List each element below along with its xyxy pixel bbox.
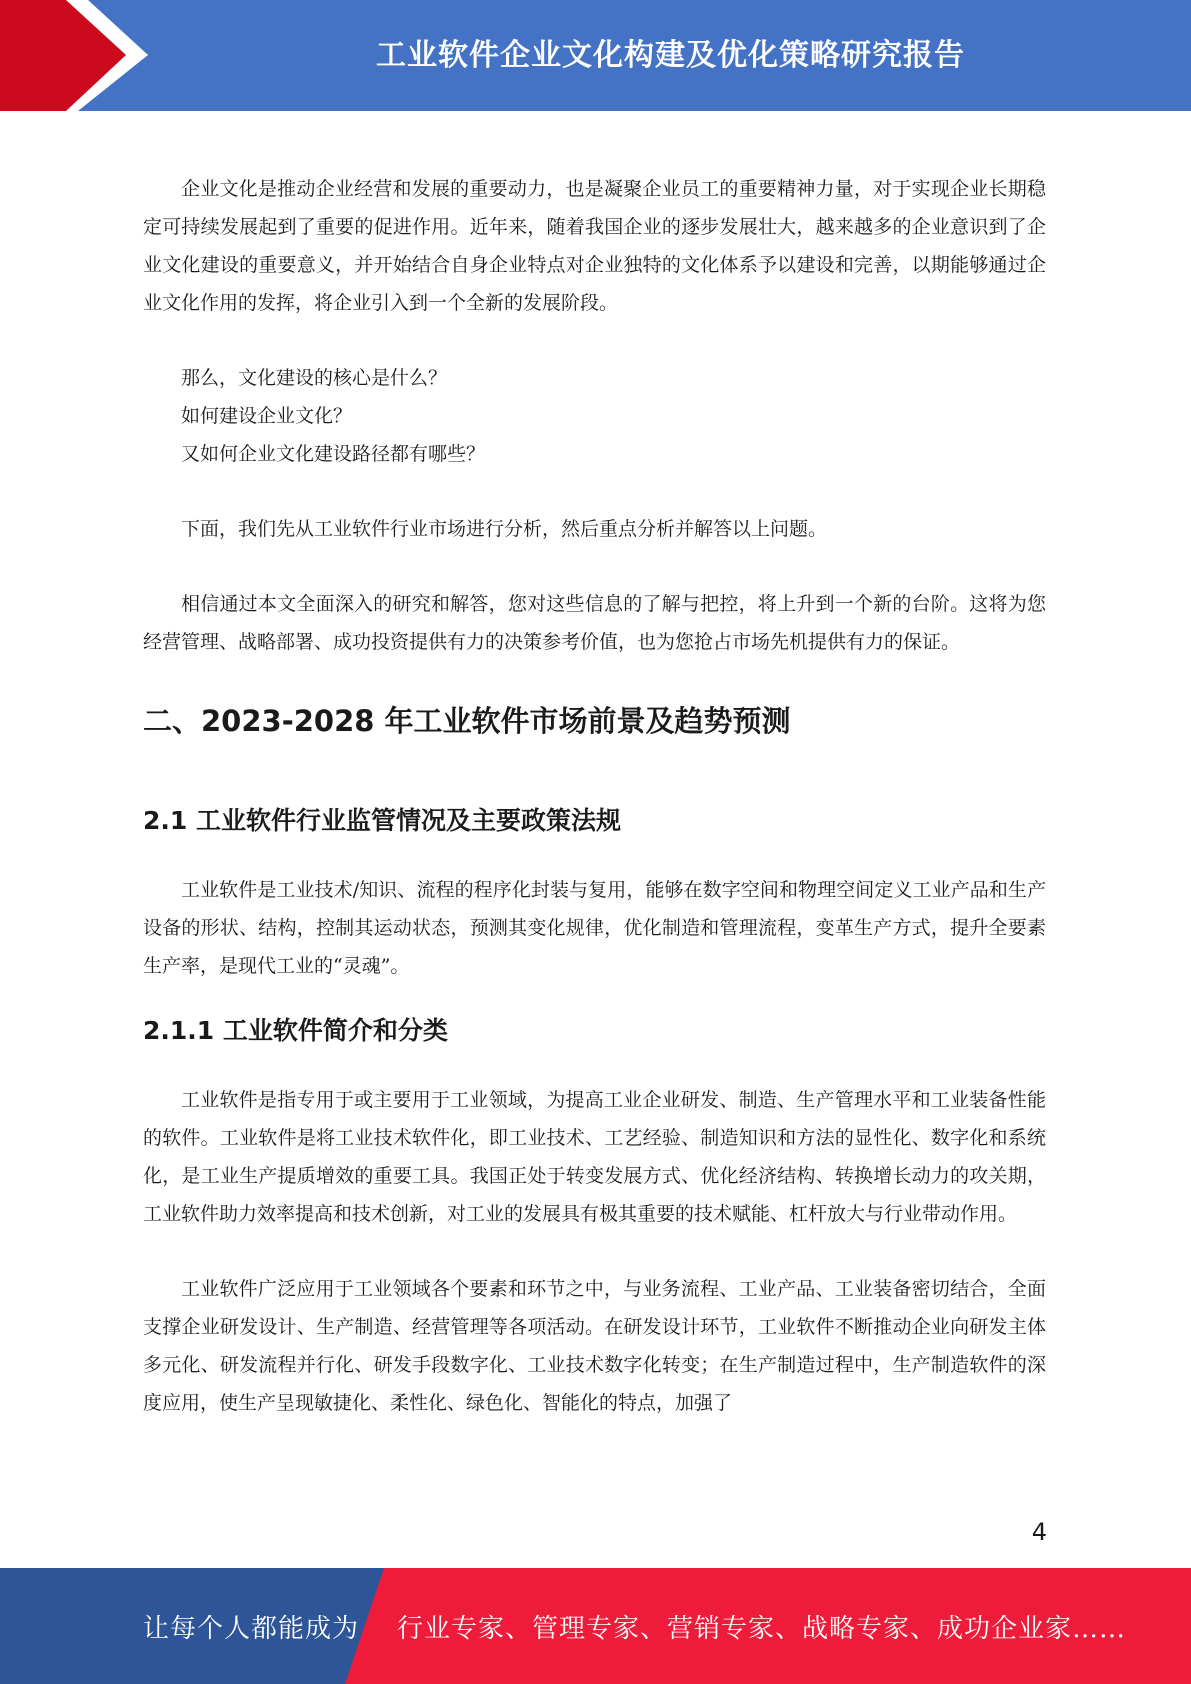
intro-paragraph: 企业文化是推动企业经营和发展的重要动力，也是凝聚企业员工的重要精神力量，对于实现企业长期稳定可持续发展起到了重要的促进作用。近年来，随着我国企业的逐步发展壮大，越来越多的企业意识到了企业文化建设的重要意义，并开始结合自身企业特点对企业独特的文化体系予以建设和完善，以期能够通过企业文化作用的发挥，将企业引入到一个全新的发展阶段。 [143,178,1046,314]
footer-slogan-right: 行业专家、管理专家、营销专家、战略专家、成功企业家…… [397,1613,1127,1644]
question-1: 那么，文化建设的核心是什么？ [181,367,448,389]
header-banner [0,0,1191,111]
page-content [143,170,1046,1422]
report-title: 工业软件企业文化构建及优化策略研究报告 [376,38,965,73]
paragraph-2-1: 工业软件是工业技术/知识、流程的程序化封装与复用，能够在数字空间和物理空间定义工业产品和生产设备的形状、结构，控制其运动状态，预测其变化规律，优化制造和管理流程，变革生产方式，提升全要素生产率，是现代工业的“灵魂”。 [143,879,1046,977]
next-paragraph: 下面，我们先从工业软件行业市场进行分析，然后重点分析并解答以上问题。 [181,518,828,540]
sub-heading-2-1: 2.1 工业软件行业监管情况及主要政策法规 [143,806,621,835]
paragraph-2-1-1-b: 工业软件广泛应用于工业领域各个要素和环节之中，与业务流程、工业产品、工业装备密切结合，全面支撑企业研发设计、生产制造、经营管理等各项活动。在研发设计环节，工业软件不断推动企业向研发主体多元化、研发流程并行化、研发手段数字化、工业技术数字化转变；在生产制造过程中，生产制造软件的深度应用，使生产呈现敏捷化、柔性化、绿色化、智能化的特点，加强了 [143,1278,1046,1414]
footer-banner [0,1568,1191,1684]
question-3: 又如何企业文化建设路径都有哪些？ [181,443,486,465]
footer-slogan-left: 让每个人都能成为 [143,1613,360,1644]
section-heading: 二、2023-2028 年工业软件市场前景及趋势预测 [143,704,791,738]
paragraph-2-1-1-a: 工业软件是指专用于或主要用于工业领域，为提高工业企业研发、制造、生产管理水平和工业装备性能的软件。工业软件是将工业技术软件化，即工业技术、工艺经验、制造知识和方法的显性化、数字化和系统化，是工业生产提质增效的重要工具。我国正处于转变发展方式、优化经济结构、转换增长动力的攻关期，工业软件助力效率提高和技术创新，对工业的发展具有极其重要的技术赋能、杠杆放大与行业带动作用。 [143,1089,1046,1225]
question-2: 如何建设企业文化？ [181,405,353,427]
sub-heading-2-1-1: 2.1.1 工业软件简介和分类 [143,1016,448,1045]
page-number: 4 [1031,1518,1047,1546]
belief-paragraph: 相信通过本文全面深入的研究和解答，您对这些信息的了解与把控，将上升到一个新的台阶。这将为您经营管理、战略部署、成功投资提供有力的决策参考价值，也为您抢占市场先机提供有力的保证。 [143,593,1046,653]
